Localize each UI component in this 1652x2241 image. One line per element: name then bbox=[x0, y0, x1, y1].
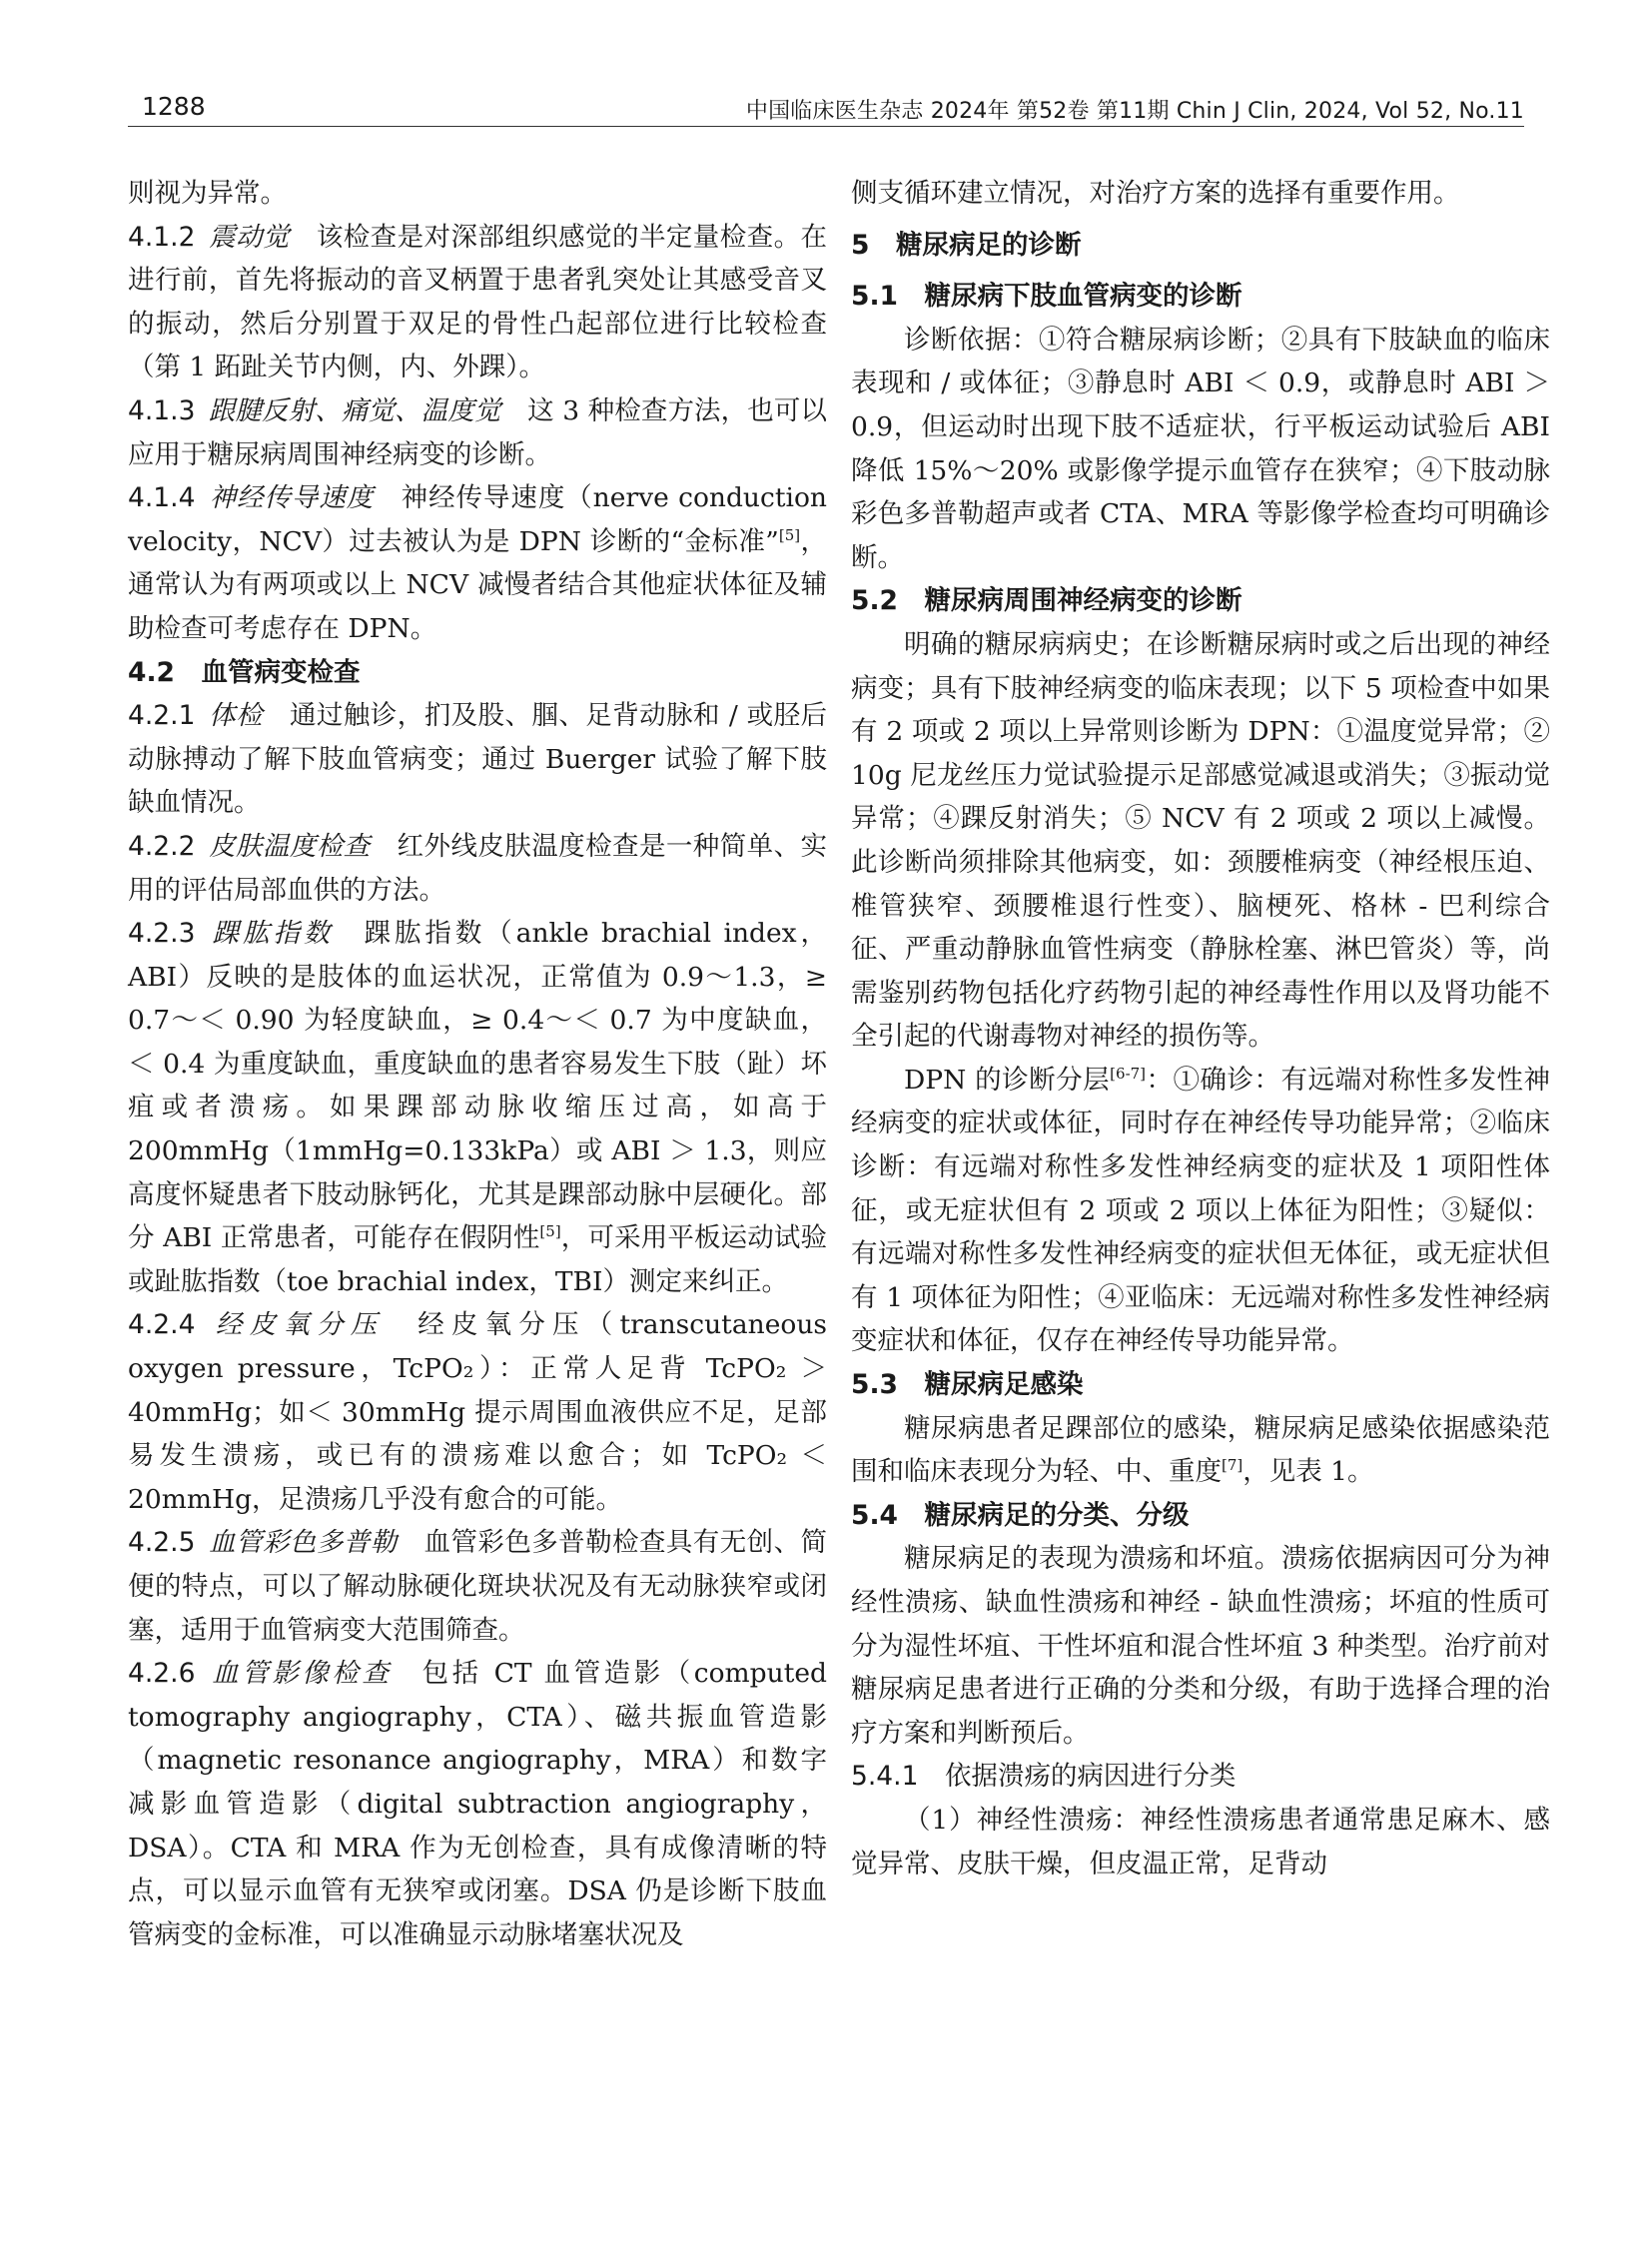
subsection-title: 经皮氧分压 bbox=[208, 1309, 385, 1341]
paragraph-text: 侧支循环建立情况，对治疗方案的选择有重要作用。 bbox=[851, 178, 1460, 209]
section-title: 糖尿病下肢血管病变的诊断 bbox=[924, 281, 1242, 313]
citation-ref[interactable]: [5] bbox=[778, 525, 801, 544]
subsection-title: 血管影像检查 bbox=[208, 1658, 393, 1690]
section-heading bbox=[851, 1363, 1550, 1407]
paragraph-text: ，通常认为有两项或以上 NCV 减慢者结合其他症状体征及辅助检查可考虑存在 DPN。 bbox=[128, 525, 828, 644]
paragraph-text: 经皮氧分压（transcutaneous oxygen pressure，TcPO₂）：正常人足背 TcPO₂ ＞ 40mmHg；如＜ 30mmHg 提示周围血液供应不足，足部易发生溃疡，或已有的溃疡难以愈合；如 TcPO₂ ＜ 20mmHg，足溃疡几乎没有愈合的可能。 bbox=[128, 1309, 828, 1515]
paragraph bbox=[851, 319, 1550, 580]
paragraph bbox=[851, 1537, 1550, 1755]
paragraph bbox=[128, 825, 827, 912]
section-title: 糖尿病足的诊断 bbox=[895, 229, 1082, 261]
paragraph-text: 明确的糖尿病病史；在诊断糖尿病时或之后出现的神经病变；具有下肢神经病变的临床表现；以下 5 项检查中如果有 2 项或 2 项以上异常则诊断为 DPN：①温度觉异常；② 10g 尼龙丝压力觉试验提示足部感觉减退或消失；③振动觉异常；④踝反射消失；⑤ NCV 有 2 项或 2 项以上减慢。此诊断尚须排除其他病变，如：颈腰椎病变（神经根压迫、椎管狭窄、颈腰椎退行性变）、脑梗死、格林 - 巴利综合征、严重动静脉血管性病变（静脉栓塞、淋巴管炎）等，尚需鉴别药物包括化疗药物引起的神经毒性作用以及肾功能不全引起的代谢毒物对神经的损伤等。 bbox=[851, 628, 1550, 1053]
paragraph bbox=[128, 1521, 827, 1652]
subsection-number: 4.1.3 bbox=[128, 394, 196, 426]
page-number: 1288 bbox=[142, 92, 206, 121]
subsection-number: 4.2.3 bbox=[128, 918, 196, 950]
section-number: 4.2 bbox=[128, 656, 175, 688]
section-heading bbox=[128, 651, 827, 695]
citation-ref[interactable]: [6-7] bbox=[1110, 1065, 1147, 1084]
paragraph bbox=[851, 1059, 1550, 1363]
paragraph-text: ：①确诊：有远端对称性多发性神经病变的症状或体征，同时存在神经传导功能异常；②临床诊断：有远端对称性多发性神经病变的症状及 1 项阳性体征，或无症状但有 2 项或 2 项以上体征为阳性；③疑似：有远端对称性多发性神经病变的症状但无体征，或无症状但有 1 项体征为阳性；④亚临床：无远端对称性多发性神经病变症状和体征，仅存在神经传导功能异常。 bbox=[851, 1064, 1550, 1357]
paragraph bbox=[851, 1799, 1550, 1885]
section-number: 5 bbox=[851, 229, 870, 261]
section-number: 5.4.1 bbox=[851, 1761, 919, 1793]
subsection-title: 血管彩色多普勒 bbox=[208, 1527, 398, 1559]
paragraph-text: 神经传导速度（nerve conduction velocity，NCV）过去被认为是 DPN 诊断的“金标准” bbox=[128, 482, 827, 557]
subsection-number: 4.2.1 bbox=[128, 700, 196, 732]
paragraph bbox=[128, 476, 827, 650]
subsection-title: 体检 bbox=[208, 700, 264, 732]
paragraph bbox=[128, 216, 827, 389]
paragraph-text: （1）神经性溃疡：神经性溃疡患者通常患足麻木、感觉异常、皮肤干燥，但皮温正常，足背动 bbox=[851, 1804, 1550, 1879]
paragraph-text: ，见表 1。 bbox=[1242, 1456, 1374, 1488]
paragraph-text: 血管彩色多普勒检查具有无创、简便的特点，可以了解动脉硬化斑块状况及有无动脉狭窄或闭塞，适用于血管病变大范围筛查。 bbox=[128, 1527, 828, 1646]
paragraph-text: 包括 CT 血管造影（computed tomography angiography，CTA）、磁共振血管造影（magnetic resonance angiography，MRA）和数字减影血管造影（digital subtraction angiography，DSA）。CTA 和 MRA 作为无创检查，具有成像清晰的特点，可以显示血管有无狭窄或闭塞。DSA 仍是诊断下肢血管病变的金标准，可以准确显示动脉堵塞状况及 bbox=[128, 1658, 827, 1950]
paragraph bbox=[128, 1652, 827, 1956]
subsection-number: 4.2.6 bbox=[128, 1658, 196, 1690]
section-number: 5.1 bbox=[851, 281, 898, 313]
section-heading bbox=[851, 579, 1550, 623]
section-number: 5.3 bbox=[851, 1369, 898, 1401]
paragraph-text: 红外线皮肤温度检查是一种简单、实用的评估局部血供的方法。 bbox=[128, 830, 828, 906]
section-heading bbox=[851, 224, 1550, 268]
section-heading bbox=[851, 1755, 1550, 1799]
section-number: 5.4 bbox=[851, 1499, 898, 1531]
paragraph-text: 通过触诊，扪及股、腘、足背动脉和 / 或胫后动脉搏动了解下肢血管病变；通过 Buerger 试验了解下肢缺血情况。 bbox=[128, 700, 828, 819]
subsection-title: 震动觉 bbox=[208, 221, 290, 253]
citation-ref[interactable]: [5] bbox=[539, 1222, 561, 1241]
subsection-number: 4.2.2 bbox=[128, 830, 196, 862]
paragraph bbox=[128, 1303, 827, 1521]
subsection-title: 皮肤温度检查 bbox=[208, 830, 371, 862]
section-title: 依据溃疡的病因进行分类 bbox=[944, 1761, 1237, 1793]
paragraph-text: 这 3 种检查方法，也可以应用于糖尿病周围神经病变的诊断。 bbox=[128, 394, 827, 470]
right-column bbox=[851, 172, 1550, 1885]
paragraph bbox=[851, 623, 1550, 1059]
paragraph-text: 诊断依据：①符合糖尿病诊断；②具有下肢缺血的临床表现和 / 或体征；③静息时 ABI ＜ 0.9，或静息时 ABI ＞ 0.9，但运动时出现下肢不适症状，行平板运动试验后 ABI 降低 15%～20% 或影像学提示血管存在狭窄；④下肢动脉彩色多普勒超声或者 CTA、MRA 等影像学检查均可明确诊断。 bbox=[851, 324, 1550, 573]
subsection-title: 神经传导速度 bbox=[208, 482, 375, 514]
paragraph-text: ，可采用平板运动试验或趾肱指数（toe brachial index，TBI）测定来纠正。 bbox=[128, 1222, 827, 1297]
section-title: 糖尿病足感染 bbox=[924, 1369, 1084, 1401]
paragraph-text: 糖尿病患者足踝部位的感染，糖尿病足感染依据感染范围和临床表现分为轻、中、重度 bbox=[851, 1412, 1550, 1488]
subsection-title: 跟腱反射、痛觉、温度觉 bbox=[208, 394, 501, 426]
subsection-number: 4.2.5 bbox=[128, 1527, 196, 1559]
paragraph-text: 则视为异常。 bbox=[128, 178, 287, 209]
paragraph-text: DPN 的诊断分层 bbox=[904, 1064, 1111, 1096]
paragraph bbox=[851, 172, 1550, 216]
subsection-number: 4.2.4 bbox=[128, 1309, 196, 1341]
section-heading bbox=[851, 275, 1550, 319]
section-title: 血管病变检查 bbox=[201, 656, 361, 688]
subsection-number: 4.1.2 bbox=[128, 221, 196, 253]
subsection-number: 4.1.4 bbox=[128, 482, 196, 514]
section-title: 糖尿病周围神经病变的诊断 bbox=[924, 585, 1242, 617]
paragraph bbox=[128, 172, 827, 216]
section-title: 糖尿病足的分类、分级 bbox=[924, 1499, 1190, 1531]
paragraph bbox=[128, 912, 827, 1303]
left-column bbox=[128, 172, 827, 1956]
journal-citation: 中国临床医生杂志 2024年 第52卷 第11期 Chin J Clin, 2024, Vol 52, No.11 bbox=[745, 99, 1524, 124]
paragraph bbox=[128, 389, 827, 476]
paragraph bbox=[128, 694, 827, 825]
citation-ref[interactable]: [7] bbox=[1222, 1456, 1243, 1475]
paragraph-text: 踝肱指数（ankle brachial index，ABI）反映的是肢体的血运状况，正常值为 0.9～1.3，≥ 0.7～＜ 0.90 为轻度缺血，≥ 0.4～＜ 0.7 为中度缺血，＜ 0.4 为重度缺血，重度缺血的患者容易发生下肢（趾）坏疽或者溃疡。如果踝部动脉收缩压过高，如高于 200mmHg（1mmHg=0.133kPa）或 ABI ＞ 1.3，则应高度怀疑患者下肢动脉钙化，尤其是踝部动脉中层硬化。部分 ABI 正常患者，可能存在假阴性 bbox=[128, 918, 828, 1254]
paragraph-text: 该检查是对深部组织感觉的半定量检查。在进行前，首先将振动的音叉柄置于患者乳突处让其感受音叉的振动，然后分别置于双足的骨性凸起部位进行比较检查（第 1 跖趾关节内侧，内、外踝）。 bbox=[128, 221, 828, 383]
running-header bbox=[128, 92, 1524, 127]
section-number: 5.2 bbox=[851, 585, 898, 617]
paragraph bbox=[851, 1407, 1550, 1494]
subsection-title: 踝肱指数 bbox=[208, 918, 335, 950]
paragraph-text: 糖尿病足的表现为溃疡和坏疽。溃疡依据病因可分为神经性溃疡、缺血性溃疡和神经 - 缺血性溃疡；坏疽的性质可分为湿性坏疽、干性坏疽和混合性坏疽 3 种类型。治疗前对糖尿病足患者进行正确的分类和分级，有助于选择合理的治疗方案和判断预后。 bbox=[851, 1543, 1550, 1749]
section-heading bbox=[851, 1494, 1550, 1538]
